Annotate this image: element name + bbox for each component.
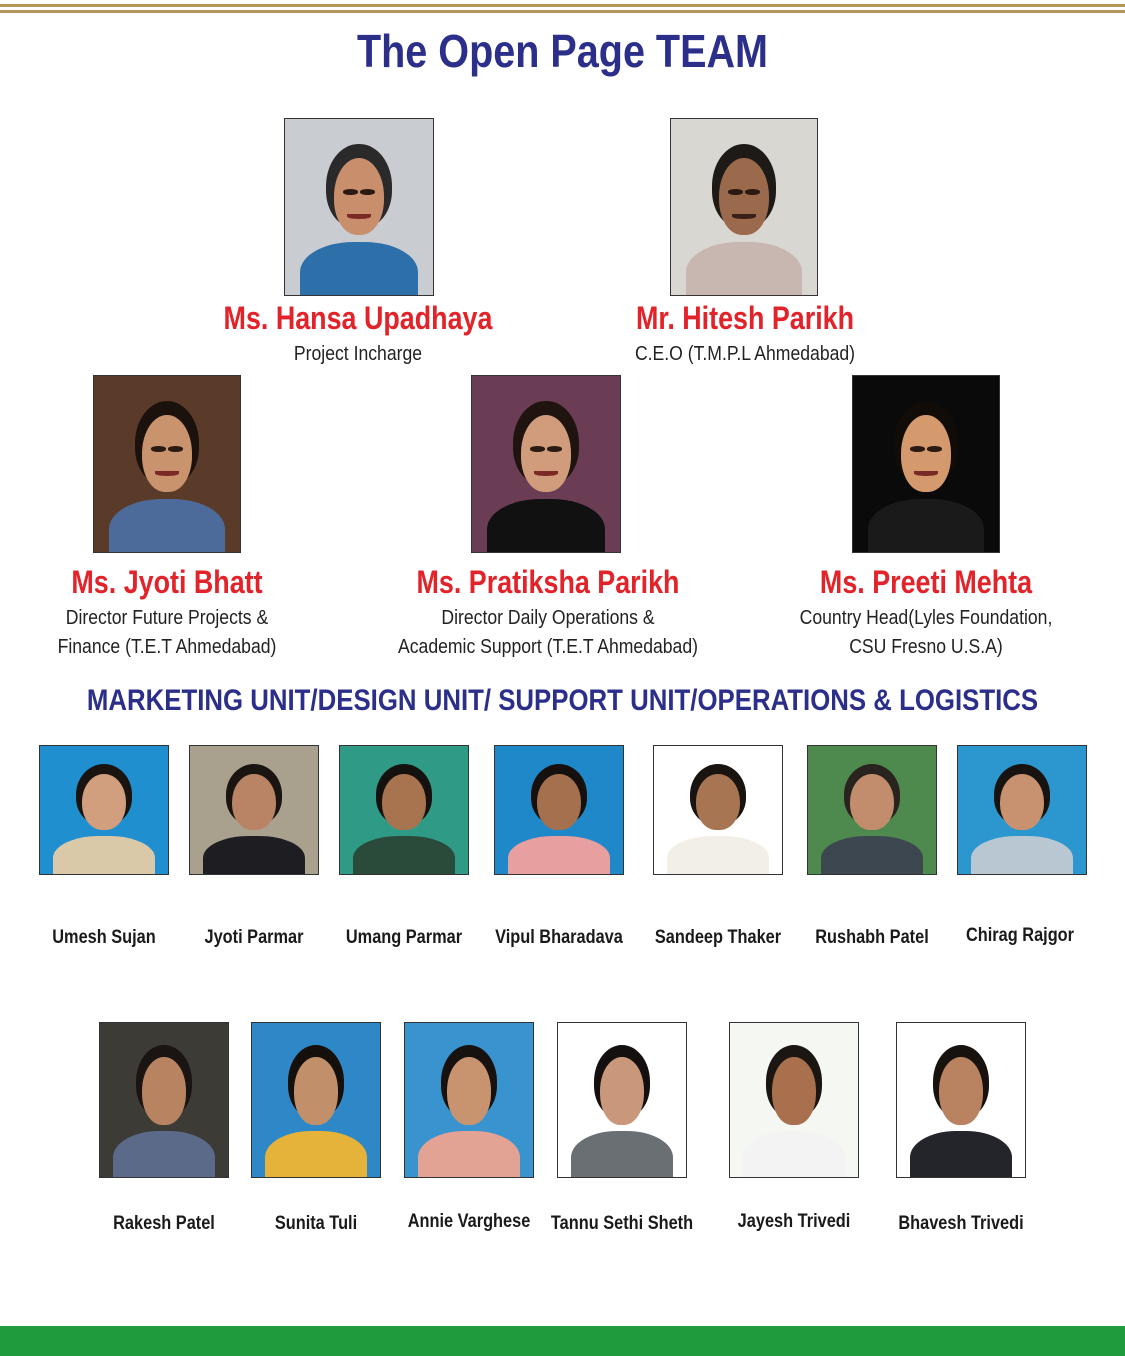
director-role-line: Finance (T.E.T Ahmedabad) — [57, 636, 277, 658]
team-photo — [189, 745, 319, 875]
team-photo — [99, 1022, 229, 1178]
director-role-line: Country Head(Lyles Foundation, — [799, 607, 1053, 629]
director-name: Ms. Pratiksha Parikh — [416, 564, 680, 600]
leader-name: Ms. Hansa Upadhaya — [223, 300, 493, 336]
team-member-name: Sunita Tuli — [274, 1213, 358, 1234]
director-role-line: Academic Support (T.E.T Ahmedabad) — [397, 636, 698, 658]
team-photo — [807, 745, 937, 875]
team-photo — [494, 745, 624, 875]
team-member-name: Rushabh Patel — [815, 927, 929, 948]
portrait-photo — [93, 375, 241, 553]
top-rule — [0, 4, 1125, 7]
team-member-name: Rakesh Patel — [113, 1213, 215, 1234]
portrait-photo — [471, 375, 621, 553]
leader-name: Mr. Hitesh Parikh — [635, 300, 855, 336]
team-photo — [404, 1022, 534, 1178]
director-role-line: Director Daily Operations & — [441, 607, 655, 629]
director-name: Ms. Jyoti Bhatt — [71, 564, 263, 600]
leader-role: Project Incharge — [293, 343, 423, 365]
portrait-photo — [670, 118, 818, 296]
director-role-line: CSU Fresno U.S.A) — [849, 636, 1003, 658]
team-member-name: Jyoti Parmar — [204, 927, 304, 948]
team-member-name: Tannu Sethi Sheth — [550, 1213, 694, 1234]
team-photo — [557, 1022, 687, 1178]
team-photo — [251, 1022, 381, 1178]
director-role-line: Director Future Projects & — [65, 607, 269, 629]
director-role — [772, 604, 1080, 662]
team-photo — [339, 745, 469, 875]
team-member-name: Sandeep Thaker — [654, 927, 782, 948]
team-member-name: Chirag Rajgor — [965, 925, 1075, 946]
team-member-name: Vipul Bharadava — [495, 927, 623, 948]
director-role — [35, 604, 299, 662]
footer-band — [0, 1326, 1125, 1356]
portrait-photo — [852, 375, 1000, 553]
team-member-name: Annie Varghese — [407, 1211, 531, 1232]
director-role — [372, 604, 724, 662]
section-heading: MARKETING UNIT/DESIGN UNIT/ SUPPORT UNIT/OPERATIONS & LOGISTICS — [86, 684, 1039, 717]
team-member-name: Umang Parmar — [345, 927, 463, 948]
team-photo — [729, 1022, 859, 1178]
team-photo — [39, 745, 169, 875]
leader-role: C.E.O (T.M.P.L Ahmedabad) — [634, 343, 856, 365]
team-photo — [896, 1022, 1026, 1178]
team-member-name: Bhavesh Trivedi — [898, 1213, 1024, 1234]
director-name: Ms. Preeti Mehta — [819, 564, 1033, 600]
portrait-photo — [284, 118, 434, 296]
team-photo — [653, 745, 783, 875]
team-member-name: Umesh Sujan — [52, 927, 156, 948]
team-photo — [957, 745, 1087, 875]
team-member-name: Jayesh Trivedi — [737, 1211, 851, 1232]
top-rule — [0, 10, 1125, 13]
page-title: The Open Page TEAM — [356, 25, 769, 77]
